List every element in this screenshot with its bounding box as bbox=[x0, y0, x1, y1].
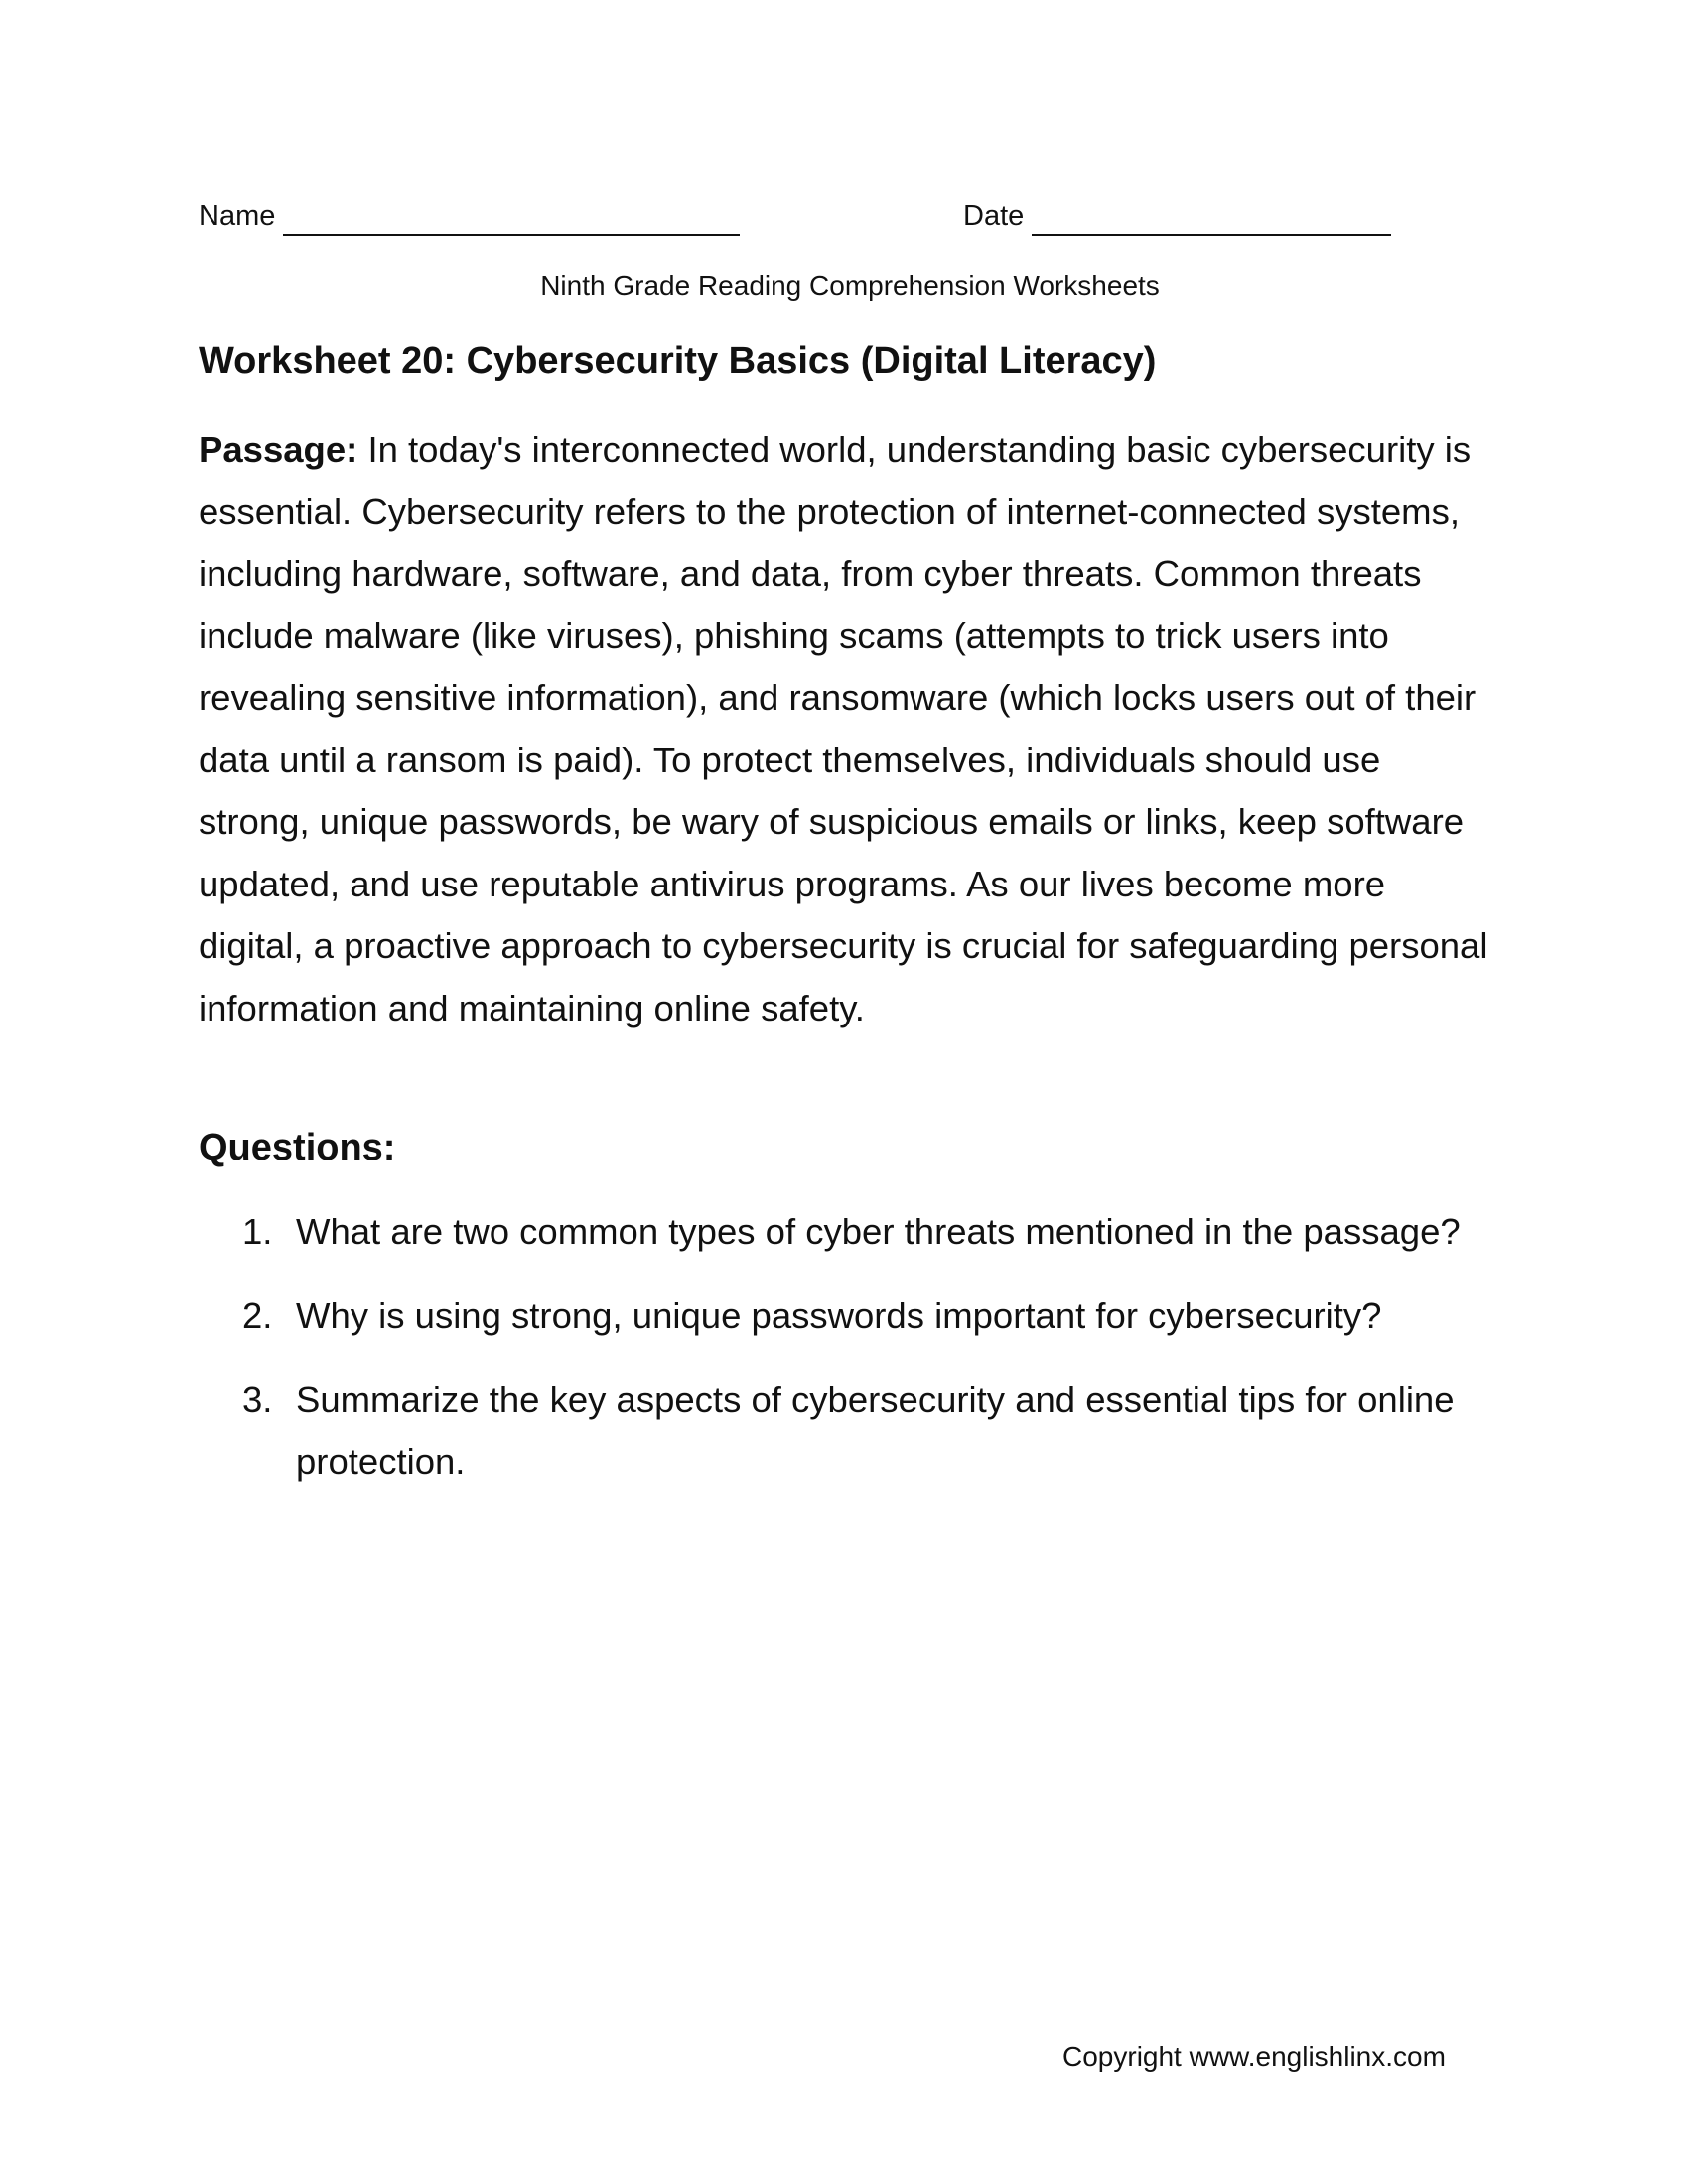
date-label: Date bbox=[963, 201, 1025, 232]
question-number: 1. bbox=[242, 1211, 273, 1252]
date-field[interactable] bbox=[963, 197, 1391, 236]
questions-heading: Questions: bbox=[199, 1127, 396, 1168]
question-item bbox=[199, 1201, 1489, 1264]
question-number: 2. bbox=[242, 1295, 273, 1336]
question-text: Summarize the key aspects of cybersecurity and essential tips for online protection. bbox=[296, 1379, 1455, 1482]
question-text: What are two common types of cyber threats mentioned in the passage? bbox=[296, 1211, 1461, 1252]
worksheet-series-subtitle bbox=[0, 266, 1688, 306]
name-blank-line[interactable] bbox=[283, 205, 740, 236]
passage-label: Passage: bbox=[199, 429, 358, 470]
name-label: Name bbox=[199, 201, 276, 232]
subtitle-text: Ninth Grade Reading Comprehension Worksheets bbox=[540, 270, 1160, 301]
header-fields bbox=[199, 197, 1489, 236]
passage-text: In today's interconnected world, understanding basic cybersecurity is essential. Cybersecurity refers to the protection of internet-connected systems, including hardware, software, and data, from cyber threats. Common threats include malware (like viruses), phishing scams (attempts to trick users into revealing sensitive information), and ransomware (which locks users out of their data until a ransom is paid). To protect themselves, individuals should use strong, unique passwords, be wary of suspicious emails or links, keep software updated, and use reputable antivirus programs. As our lives become more digital, a proactive approach to cybersecurity is crucial for safeguarding personal information and maintaining online safety. bbox=[199, 429, 1488, 1028]
date-blank-line[interactable] bbox=[1032, 205, 1391, 236]
question-item bbox=[199, 1286, 1489, 1348]
question-text: Why is using strong, unique passwords important for cybersecurity? bbox=[296, 1295, 1382, 1336]
worksheet-title: Worksheet 20: Cybersecurity Basics (Digital Literacy) bbox=[199, 341, 1157, 382]
name-field[interactable] bbox=[199, 197, 740, 236]
question-item bbox=[199, 1369, 1489, 1493]
question-number: 3. bbox=[242, 1379, 273, 1420]
questions-list bbox=[199, 1201, 1489, 1515]
copyright-notice: Copyright www.englishlinx.com bbox=[1062, 2041, 1446, 2072]
passage bbox=[199, 419, 1499, 1039]
